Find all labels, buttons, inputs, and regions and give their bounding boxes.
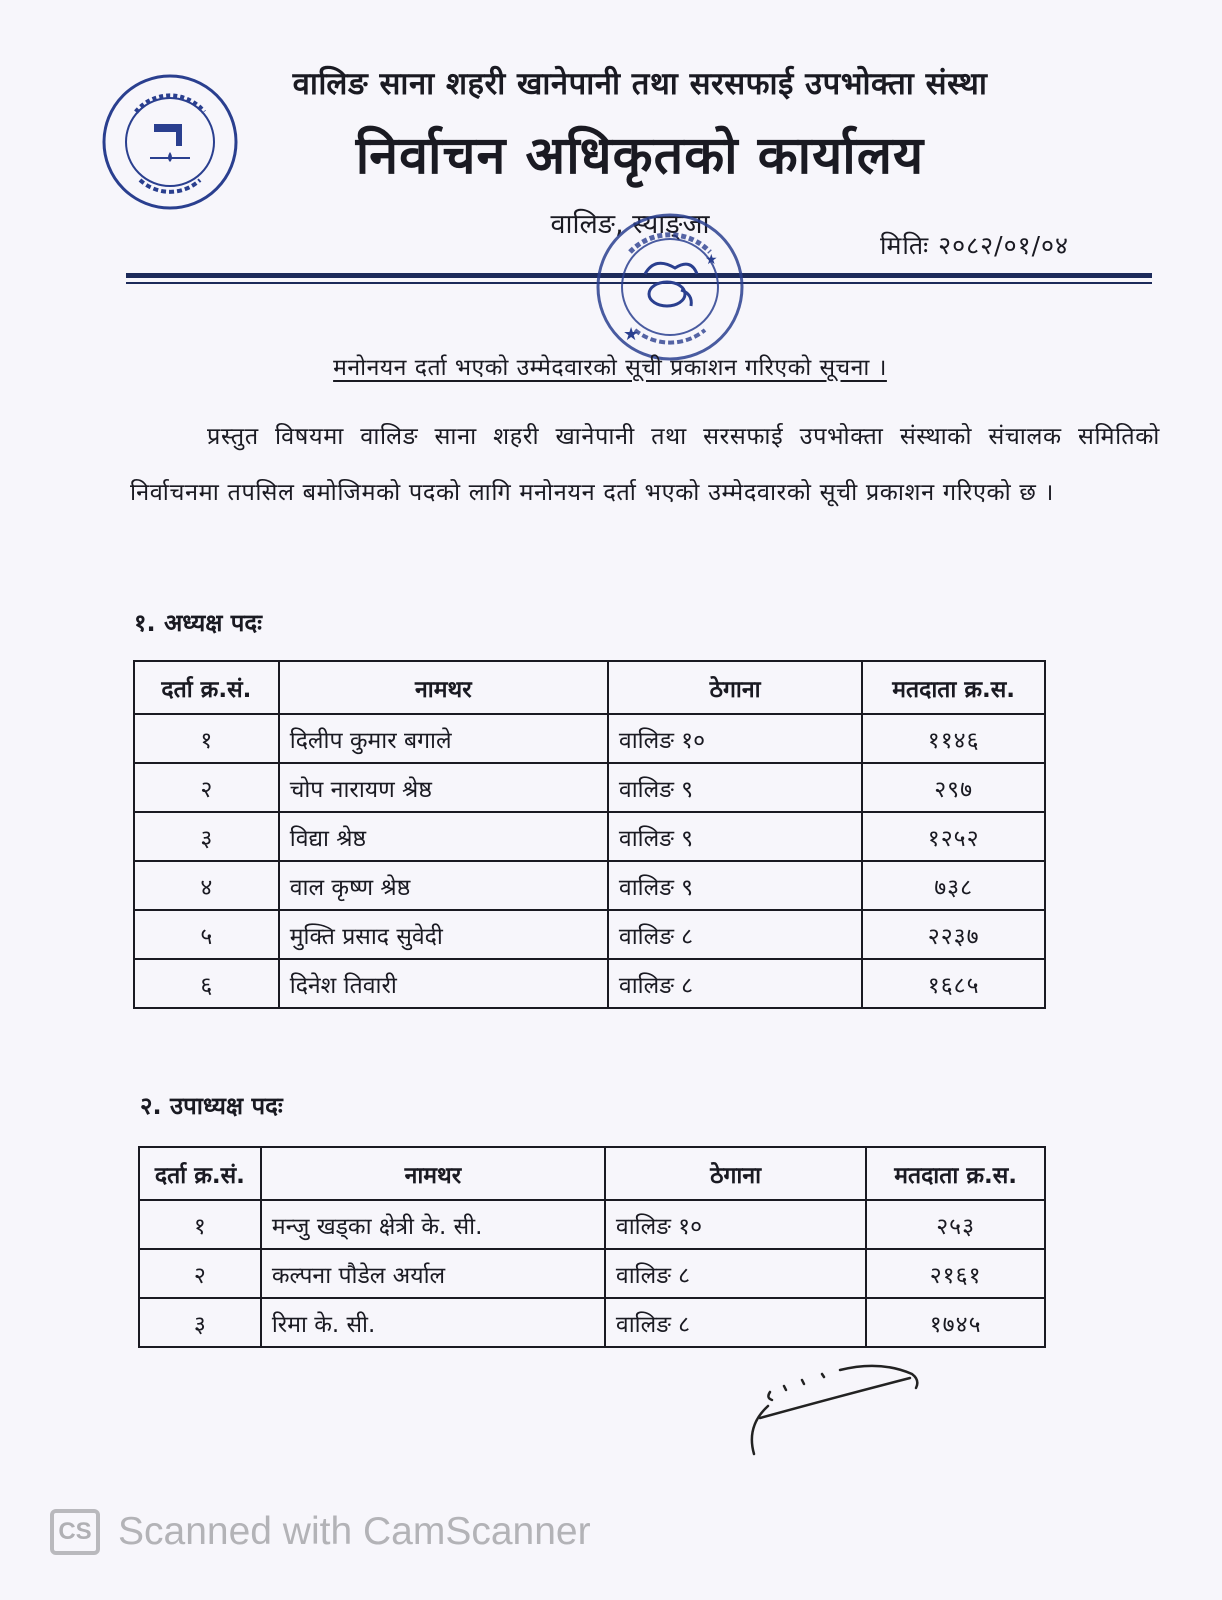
table-cell: वालिङ ८ <box>605 1249 866 1298</box>
table-row <box>139 1249 1045 1298</box>
section-title-chairperson: १. अध्यक्ष पदः <box>134 609 263 637</box>
table-cell: ३ <box>134 812 279 861</box>
organization-seal-icon <box>100 72 240 212</box>
table-row <box>134 714 1045 763</box>
table-cell: वालिङ ८ <box>608 959 862 1008</box>
table-cell: कल्पना पौडेल अर्याल <box>261 1249 605 1298</box>
column-header: नामथर <box>261 1147 605 1200</box>
table-cell: ६ <box>134 959 279 1008</box>
table-cell: २२३७ <box>862 910 1045 959</box>
table-cell: विद्या श्रेष्ठ <box>279 812 608 861</box>
table-cell: ११४६ <box>862 714 1045 763</box>
table-cell: चोप नारायण श्रेष्ठ <box>279 763 608 812</box>
table-row <box>139 1200 1045 1249</box>
column-header: नामथर <box>279 661 608 714</box>
table-header-row <box>139 1147 1045 1200</box>
table-row <box>134 812 1045 861</box>
table-cell: वालिङ १० <box>605 1200 866 1249</box>
table-cell: १६८५ <box>862 959 1045 1008</box>
vice-chairperson-candidates-table <box>138 1146 1046 1348</box>
table-cell: दिलीप कुमार बगाले <box>279 714 608 763</box>
table-cell: वालिङ ८ <box>605 1298 866 1347</box>
table-cell: वालिङ ८ <box>608 910 862 959</box>
table-cell: २५३ <box>866 1200 1045 1249</box>
table-cell: दिनेश तिवारी <box>279 959 608 1008</box>
notice-subject: मनोनयन दर्ता भएको उम्मेदवारको सूची प्रकाशन गरिएको सूचना । <box>333 355 887 381</box>
table-cell: ३ <box>139 1298 261 1347</box>
table-cell: वालिङ ९ <box>608 812 862 861</box>
table-row <box>139 1298 1045 1347</box>
svg-text:★: ★ <box>705 252 718 268</box>
table-row <box>134 910 1045 959</box>
table-cell: २ <box>134 763 279 812</box>
table-cell: १ <box>139 1200 261 1249</box>
table-cell: मुक्ति प्रसाद सुवेदी <box>279 910 608 959</box>
column-header: दर्ता क्र.सं. <box>134 661 279 714</box>
chairperson-candidates-table <box>133 660 1046 1009</box>
document-date: मितिः २०८२/०१/०४ <box>880 231 1069 260</box>
table-cell: वालिङ ९ <box>608 763 862 812</box>
column-header: मतदाता क्र.स. <box>866 1147 1045 1200</box>
table-cell: वालिङ १० <box>608 714 862 763</box>
column-header: ठेगाना <box>608 661 862 714</box>
column-header: मतदाता क्र.स. <box>862 661 1045 714</box>
organization-name: वालिङ साना शहरी खानेपानी तथा सरसफाई उपभोक्ता संस्था <box>292 66 988 102</box>
camscanner-logo-icon: CS <box>50 1509 100 1555</box>
office-seal-icon <box>585 212 755 362</box>
table-cell: ७३८ <box>862 861 1045 910</box>
table-header-row <box>134 661 1045 714</box>
table-row <box>134 763 1045 812</box>
scanner-watermark <box>50 1502 591 1562</box>
notice-body: प्रस्तुत विषयमा वालिङ साना शहरी खानेपानी तथा सरसफाई उपभोक्ता संस्थाको संचालक समितिको निर्वाचनमा तपसिल बमोजिमको पदको लागि मनोनयन दर्ता भएको उम्मेदवारको सूची प्रकाशन गरिएको छ । <box>130 422 1160 506</box>
table-cell: वालिङ ९ <box>608 861 862 910</box>
table-cell: रिमा के. सी. <box>261 1298 605 1347</box>
column-header: ठेगाना <box>605 1147 866 1200</box>
column-header: दर्ता क्र.सं. <box>139 1147 261 1200</box>
section-title-vice-chairperson: २. उपाध्यक्ष पदः <box>140 1092 283 1120</box>
table-cell: ४ <box>134 861 279 910</box>
table-cell: २१६१ <box>866 1249 1045 1298</box>
table-cell: ५ <box>134 910 279 959</box>
table-cell: १२५२ <box>862 812 1045 861</box>
svg-text:★: ★ <box>623 324 640 345</box>
table-cell: २ <box>139 1249 261 1298</box>
table-cell: १७४५ <box>866 1298 1045 1347</box>
table-cell: २९७ <box>862 763 1045 812</box>
table-row <box>134 959 1045 1008</box>
signature-mark <box>740 1356 940 1466</box>
watermark-text: Scanned with CamScanner <box>118 1510 591 1553</box>
table-cell: मन्जु खड्का क्षेत्री के. सी. <box>261 1200 605 1249</box>
table-cell: १ <box>134 714 279 763</box>
office-title: निर्वाचन अधिकृतको कार्यालय <box>355 126 925 186</box>
office-location: वालिङ, स्याङ्जा <box>550 209 710 240</box>
table-row <box>134 861 1045 910</box>
table-cell: वाल कृष्ण श्रेष्ठ <box>279 861 608 910</box>
